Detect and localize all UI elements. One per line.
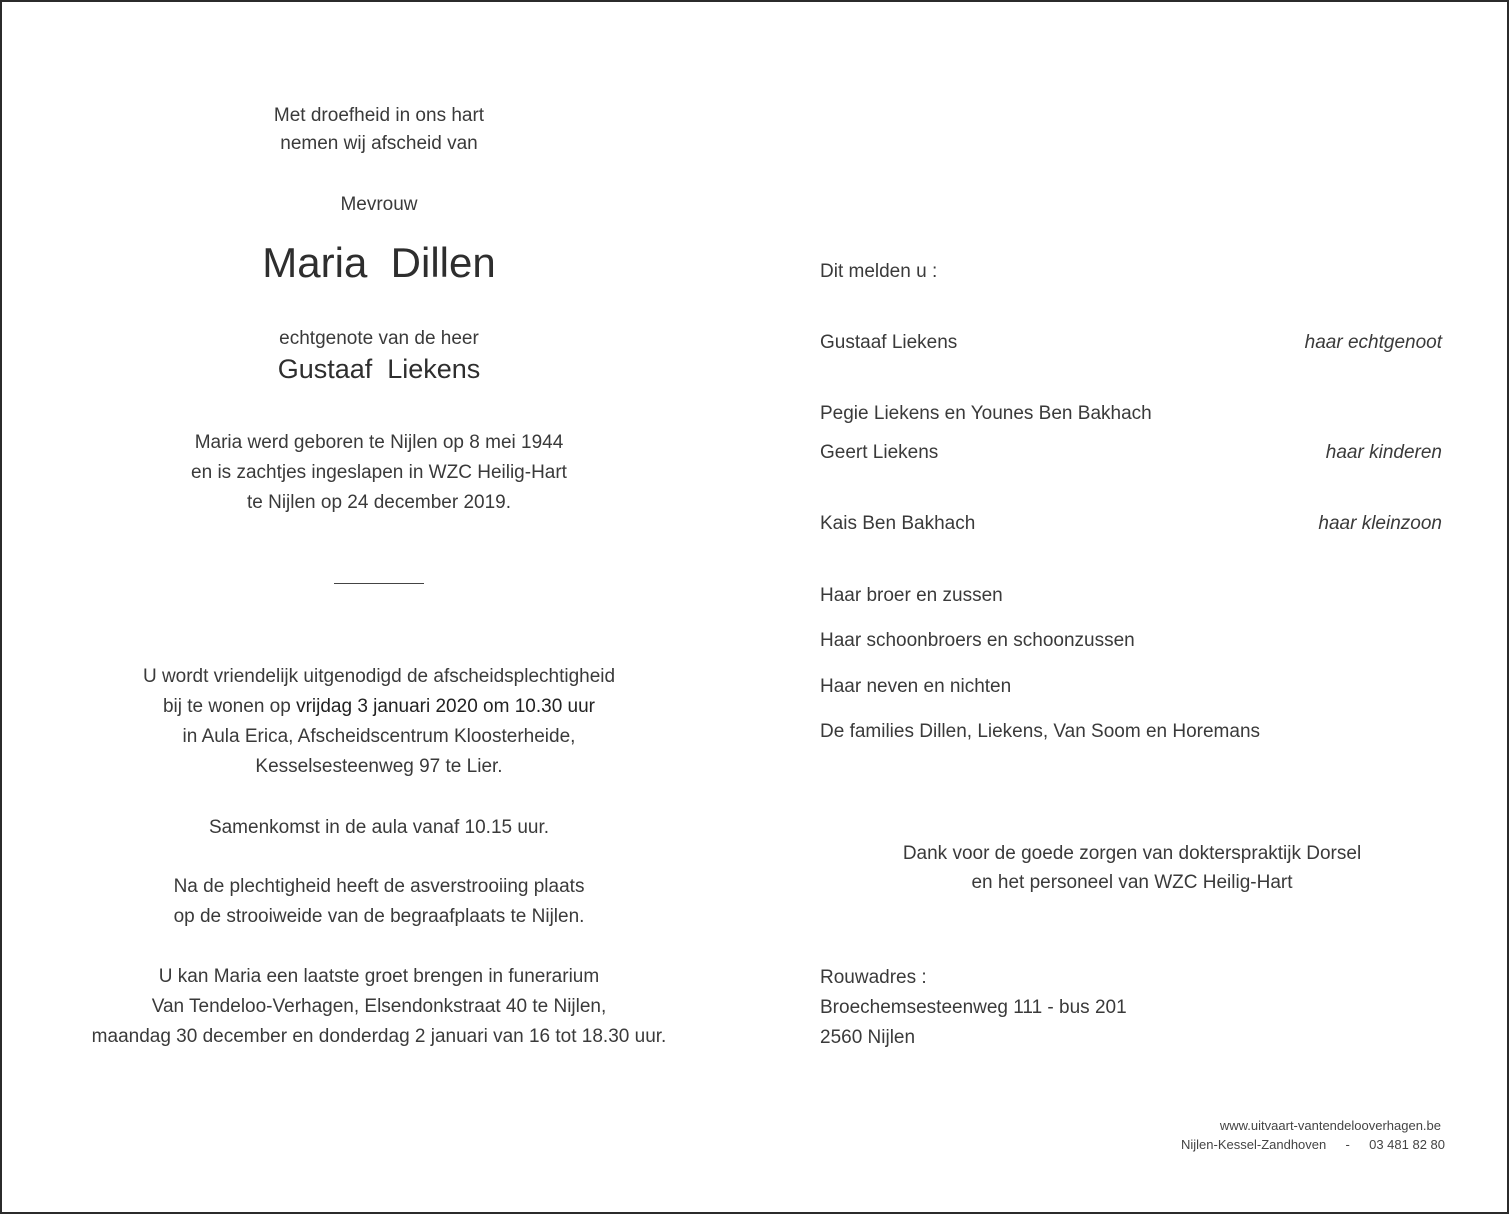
spouse-name: Gustaaf Liekens	[277, 354, 481, 384]
family-member-name: Haar schoonbroers en schoonzussen	[820, 630, 1135, 651]
bio-line-1: Maria werd geboren te Nijlen op 8 mei 1944	[194, 432, 564, 453]
family-member-name: Haar broer en zussen	[820, 585, 1003, 606]
intro-line-1: Met droefheid in ons hart	[273, 105, 485, 126]
family-member-name: Haar neven en nichten	[820, 676, 1012, 697]
spouse-intro: echtgenote van de heer	[279, 328, 479, 349]
funeral-home-contact	[1181, 1136, 1445, 1153]
funeral-home-website[interactable]: www.uitvaart-vantendelooverhagen.be	[1219, 1118, 1441, 1133]
bio-line-2: en is zachtjes ingeslapen in WZC Heilig-Hart	[191, 462, 567, 483]
family-member-name: Gustaaf Liekens	[820, 332, 958, 353]
family-member-relation: haar kleinzoon	[1318, 513, 1442, 534]
bio-line-3: te Nijlen op 24 december 2019.	[246, 492, 512, 513]
ceremony-line-2-prefix: bij te wonen op	[162, 696, 297, 717]
thanks-line-2: en het personeel van WZC Heilig-Hart	[971, 872, 1293, 893]
divider-rule	[334, 583, 424, 584]
viewing-line-2: Van Tendeloo-Verhagen, Elsendonkstraat 40 te Nijlen,	[151, 996, 607, 1017]
funeral-home-phone: 03 481 82 80	[1369, 1137, 1445, 1152]
family-member-name: Geert Liekens	[820, 442, 939, 463]
scattering-line-1: Na de plechtigheid heeft de asverstrooiing plaats	[173, 876, 585, 897]
family-member-relation: haar kinderen	[1325, 442, 1442, 463]
address-label: Rouwadres :	[820, 967, 927, 988]
ceremony-line-4: Kesselsesteenweg 97 te Lier.	[255, 756, 503, 777]
intro-line-2: nemen wij afscheid van	[280, 133, 478, 154]
ceremony-date-time: vrijdag 3 januari 2020 om 10.30 uur	[296, 696, 595, 717]
footer-separator: -	[1345, 1137, 1350, 1152]
viewing-line-1: U kan Maria een laatste groet brengen in funerarium	[158, 966, 600, 987]
deceased-name: Maria Dillen	[262, 239, 496, 286]
gathering-text: Samenkomst in de aula vanaf 10.15 uur.	[208, 817, 550, 838]
ceremony-line-1: U wordt vriendelijk uitgenodigd de afscheidsplechtigheid	[142, 666, 616, 687]
family-member-name: Pegie Liekens en Younes Ben Bakhach	[820, 403, 1152, 424]
thanks-line-1: Dank voor de goede zorgen van dokterspraktijk Dorsel	[902, 843, 1362, 864]
ceremony-line-3: in Aula Erica, Afscheidscentrum Kloosterheide,	[182, 726, 576, 747]
family-member-name: De families Dillen, Liekens, Van Soom en Horemans	[820, 721, 1261, 742]
address-line-1: Broechemsesteenweg 111 - bus 201	[820, 997, 1127, 1018]
scattering-line-2: op de strooiweide van de begraafplaats te Nijlen.	[173, 906, 585, 927]
viewing-line-3: maandag 30 december en donderdag 2 januari van 16 tot 18.30 uur.	[91, 1026, 667, 1047]
family-member-name: Kais Ben Bakhach	[820, 513, 976, 534]
ceremony-line-2	[42, 695, 716, 719]
funeral-home-locations: Nijlen-Kessel-Zandhoven	[1181, 1137, 1327, 1152]
family-member-relation: haar echtgenoot	[1304, 332, 1442, 353]
honorific: Mevrouw	[340, 194, 418, 215]
address-line-2: 2560 Nijlen	[820, 1027, 916, 1048]
announce-heading: Dit melden u :	[820, 261, 938, 282]
